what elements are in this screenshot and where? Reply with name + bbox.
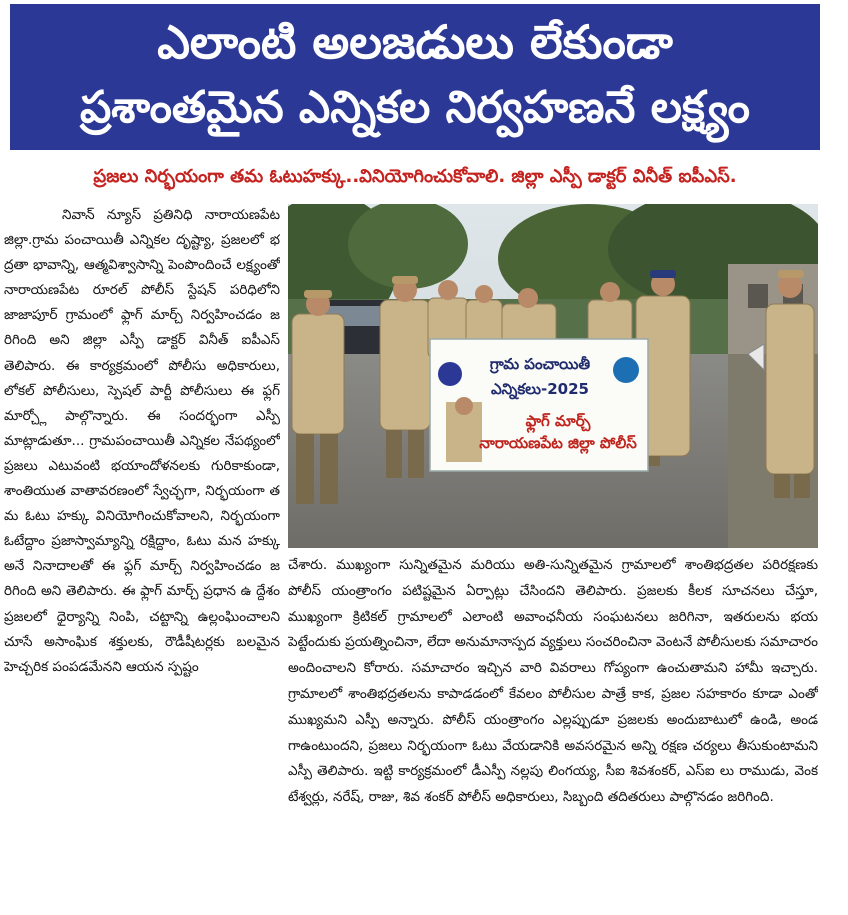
subheadline: ప్రజలు నిర్భయంగా తమ ఓటుహక్కు..వినియోగించుకోవాలి. జిల్లా ఎస్పీ డాక్టర్ వినీత్ ఐపీఎస్. — [93, 166, 737, 187]
article-left-column — [4, 203, 280, 913]
article-bottom-text: చేశారు. ముఖ్యంగా సున్నితమైన మరియు అతి-సున్నితమైన గ్రామాలలో శాంతిభద్రతల పరిరక్షణకు పోలీస్ యంత్రాంగం పటిష్టమైన ఏర్పాట్లు చేసిందని తెలిపారు. ప్రజలకు కీలక సూచనలు చేస్తూ, ముఖ్యంగా క్రిటికల్ గ్రామాలలో ఎలాంటి అవాంఛనీయ సంఘటనలు జరిగినా, ఇతరులను భయపెట్టేందుకు ప్రయత్నించినా, లేదా అనుమానాస్పద వ్యక్తులు సంచరించినా వెంటనే పోలీసులకు సమాచారం అందించాలని కోరారు. సమాచారం ఇచ్చిన వారి వివరాలు గోప్యంగా ఉంచుతామని హామీ ఇచ్చారు. గ్రామాలలో శాంతిభద్రతలను కాపాడడంలో కేవలం పోలీసుల పాత్రే కాక, ప్రజల సహకారం కూడా ఎంతో ముఖ్యమని ఎస్పీ అన్నారు. పోలీస్ యంత్రాంగం ఎల్లప్పుడూ ప్రజలకు అందుబాటులో ఉండి, అండగాఉంటుందని, ప్రజలు నిర్భయంగా ఓటు వేయడానికి అవసరమైన అన్ని రక్షణ చర్యలు తీసుకుంటామని ఎస్పీ తెలిపారు. ఇట్టి కార్యక్రమంలో డీఎస్పీ నల్లపు లింగయ్య, సీఐ శివశంకర్, ఎస్ఐ లు రాముడు, వెంకటేశ్వర్లు, నరేష్, రాజు, శివ శంకర్ పోలీస్ అధికారులు, సిబ్బంది తదితరులు పాల్గొనడం జరిగింది. — [288, 557, 818, 806]
banner-line-2: ఎన్నికలు-2025 — [491, 380, 589, 398]
banner-line-4: నారాయణపేట జిల్లా పోలీస్ — [479, 434, 637, 452]
news-photo — [288, 204, 818, 548]
headline-banner — [10, 4, 820, 150]
banner-line-3: ఫ్లాగ్ మార్చ్ — [525, 412, 591, 430]
article-bottom-block — [288, 553, 818, 913]
banner-line-1: గ్రామ పంచాయితీ — [489, 355, 591, 373]
headline-line-1: ఎలాంటి అలజడులు లేకుండా — [157, 15, 673, 69]
article-left-text: నివాన్ న్యూస్ ప్రతినిధి నారాయణపేట జిల్లా.గ్రామ పంచాయితీ ఎన్నికల దృష్ట్యా, ప్రజలలో భద్రతా భావాన్ని, ఆత్మవిశ్వాసాన్ని పెంపొందించే లక్ష్యంతో నారాయణపేట రూరల్ పోలీస్ స్టేషన్ పరిధిలోని జాజాపూర్ గ్రామంలో ఫ్లాగ్ మార్చ్ నిర్వహించడం జరిగింది అని జిల్లా ఎస్పీ డాక్టర్ వినీత్ ఐపీఎస్ తెలిపారు. ఈ కార్యక్రమంలో పోలీసు అధికారులు, లోకల్ పోలీసులు, స్పెషల్ పార్టీ పోలీసులు ఈ ఫ్లగ్ మార్చ్లో పాల్గొన్నారు. ఈ సందర్భంగా ఎస్పీ మాట్లాడుతూ... గ్రామపంచాయితీ ఎన్నికల నేపథ్యంలో ప్రజలు ఎటువంటి భయాందోళనలకు గురికాకుండా, శాంతియుత వాతావరణంలో స్వేచ్ఛగా, నిర్భయంగా తమ ఓటు హక్కు వినియోగించుకోవాలని, నిర్భయంగా ఓటేద్దాం ప్రజాస్వామ్యాన్ని రక్షిద్దాం, ఓటు మన హక్కు అనే నినాదాలతో ఈ ఫ్లగ్ మార్చ్ నిర్వహించడం జరిగింది అని తెలిపారు. ఈ ఫ్లాగ్ మార్చ్ ప్రధాన ఉ ద్దేశం ప్రజలలో ధైర్యాన్ని నింపి, చట్టాన్ని ఉల్లంఘించాలని చూసే అసాంఘిక శక్తులకు, రౌడీషీటర్లకు బలమైన హెచ్చరిక పంపడమేనని ఆయన స్పష్టం — [4, 207, 280, 675]
headline-line-2: ప్రశాంతమైన ఎన్నికల నిర్వహణనే లక్ష్యం — [80, 82, 750, 133]
